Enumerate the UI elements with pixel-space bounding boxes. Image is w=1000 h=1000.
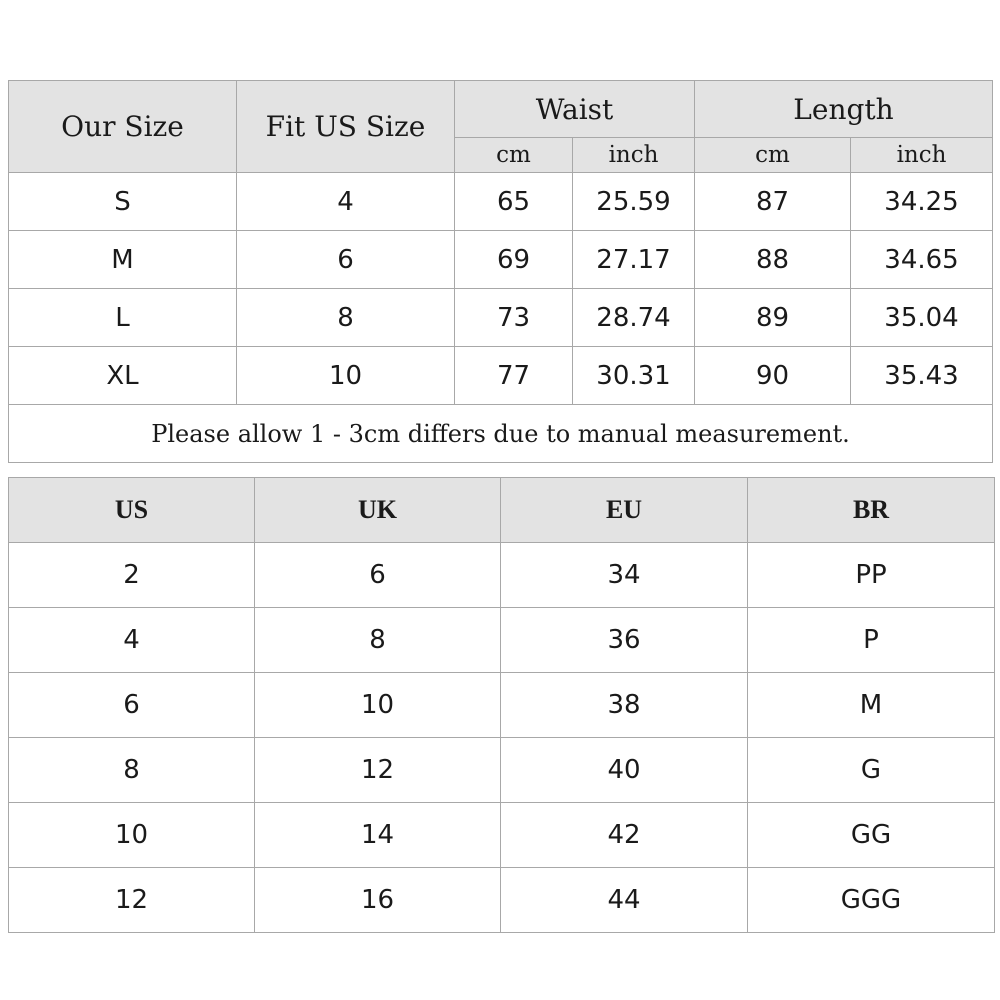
header-our-size: Our Size	[9, 81, 237, 173]
cell-length-cm: 88	[695, 231, 851, 289]
cell-our-size: S	[9, 173, 237, 231]
table-row	[9, 231, 993, 289]
cell-br: PP	[748, 543, 995, 608]
cell-waist-cm: 65	[455, 173, 573, 231]
cell-br: M	[748, 673, 995, 738]
cell-eu: 38	[501, 673, 748, 738]
header-br: BR	[748, 478, 995, 543]
table-row	[9, 289, 993, 347]
cell-fit-us: 4	[237, 173, 455, 231]
table-row	[9, 738, 995, 803]
size-chart-table	[8, 80, 993, 463]
cell-our-size: XL	[9, 347, 237, 405]
measurement-note: Please allow 1 - 3cm differs due to manual measurement.	[9, 405, 993, 463]
cell-uk: 14	[255, 803, 501, 868]
cell-uk: 12	[255, 738, 501, 803]
size-rows	[9, 173, 993, 463]
header-us: US	[9, 478, 255, 543]
header-uk: UK	[255, 478, 501, 543]
cell-us: 4	[9, 608, 255, 673]
cell-fit-us: 10	[237, 347, 455, 405]
header-length-inch: inch	[851, 138, 993, 173]
cell-br: P	[748, 608, 995, 673]
cell-eu: 36	[501, 608, 748, 673]
header-length-cm: cm	[695, 138, 851, 173]
header-eu: EU	[501, 478, 748, 543]
cell-fit-us: 6	[237, 231, 455, 289]
table-row	[9, 543, 995, 608]
cell-length-inch: 34.65	[851, 231, 993, 289]
cell-us: 6	[9, 673, 255, 738]
cell-uk: 6	[255, 543, 501, 608]
cell-us: 12	[9, 868, 255, 933]
header-waist-inch: inch	[573, 138, 695, 173]
cell-uk: 10	[255, 673, 501, 738]
cell-waist-inch: 25.59	[573, 173, 695, 231]
cell-eu: 42	[501, 803, 748, 868]
header-waist: Waist	[455, 81, 695, 138]
header-fit-us-size: Fit US Size	[237, 81, 455, 173]
cell-length-cm: 87	[695, 173, 851, 231]
table-row	[9, 347, 993, 405]
header-waist-cm: cm	[455, 138, 573, 173]
cell-us: 8	[9, 738, 255, 803]
cell-uk: 8	[255, 608, 501, 673]
cell-us: 2	[9, 543, 255, 608]
cell-eu: 40	[501, 738, 748, 803]
cell-eu: 44	[501, 868, 748, 933]
table-row	[9, 673, 995, 738]
size-conversion-table	[8, 477, 995, 933]
cell-br: GGG	[748, 868, 995, 933]
cell-fit-us: 8	[237, 289, 455, 347]
cell-waist-cm: 69	[455, 231, 573, 289]
cell-our-size: L	[9, 289, 237, 347]
cell-length-inch: 35.04	[851, 289, 993, 347]
cell-waist-cm: 77	[455, 347, 573, 405]
table-row	[9, 173, 993, 231]
cell-eu: 34	[501, 543, 748, 608]
table-row	[9, 868, 995, 933]
cell-us: 10	[9, 803, 255, 868]
cell-waist-cm: 73	[455, 289, 573, 347]
cell-length-inch: 34.25	[851, 173, 993, 231]
cell-waist-inch: 27.17	[573, 231, 695, 289]
cell-length-cm: 90	[695, 347, 851, 405]
cell-br: G	[748, 738, 995, 803]
header-length: Length	[695, 81, 993, 138]
cell-br: GG	[748, 803, 995, 868]
cell-length-inch: 35.43	[851, 347, 993, 405]
cell-waist-inch: 30.31	[573, 347, 695, 405]
cell-uk: 16	[255, 868, 501, 933]
table-row	[9, 608, 995, 673]
table-row	[9, 803, 995, 868]
cell-waist-inch: 28.74	[573, 289, 695, 347]
cell-our-size: M	[9, 231, 237, 289]
cell-length-cm: 89	[695, 289, 851, 347]
